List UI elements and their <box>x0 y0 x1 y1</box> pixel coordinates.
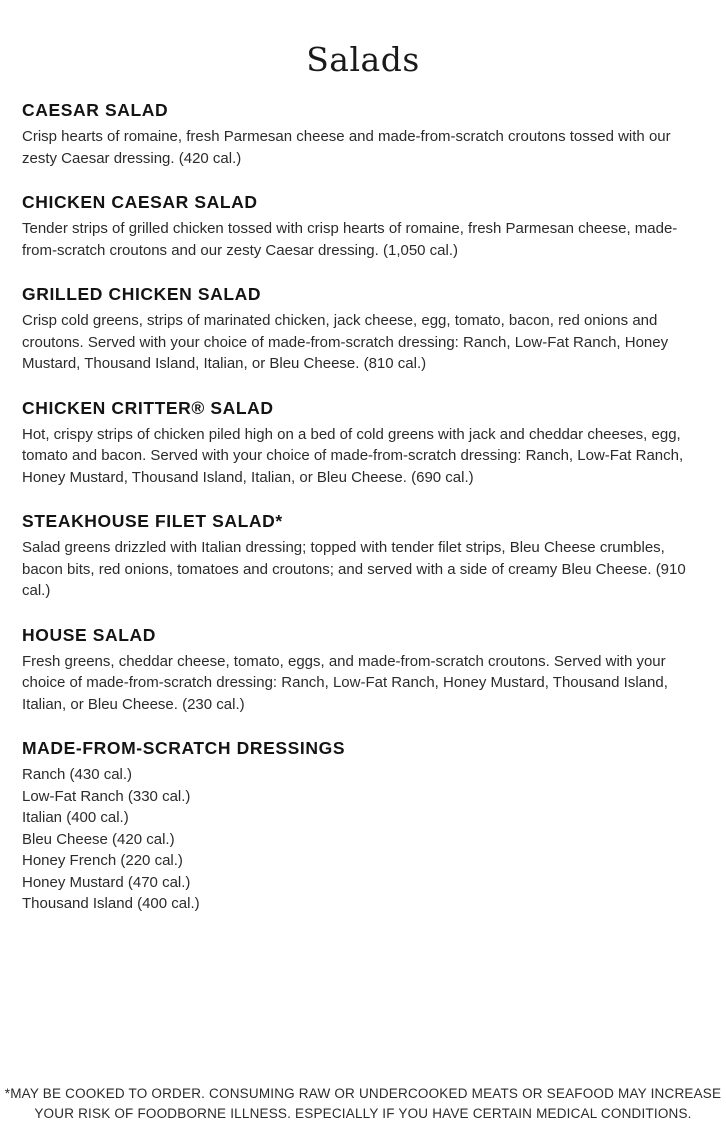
menu-item-chicken-critter-salad <box>22 398 702 489</box>
dressings-section <box>22 738 702 915</box>
menu-content <box>0 100 726 915</box>
menu-item-caesar-salad <box>22 100 702 169</box>
menu-item-steakhouse-filet-salad <box>22 511 702 602</box>
menu-item-description: Fresh greens, cheddar cheese, tomato, eggs, and made-from-scratch croutons. Served with your choice of made-from-scratch dressing: Ranch, Low-Fat Ranch, Honey Mustard, Thousand Island, Italian, or Bleu Cheese. (230 cal.) <box>22 652 668 713</box>
disclaimer-line: *MAY BE COOKED TO ORDER. CONSUMING RAW OR UNDERCOOKED MEATS OR SEAFOOD MAY INCREASE <box>4 1086 722 1101</box>
menu-item-description: Salad greens drizzled with Italian dressing; topped with tender filet strips, Bleu Cheese crumbles, bacon bits, red onions, tomatoes and croutons; and served with a side of creamy Bleu Cheese. (910 cal.) <box>22 539 686 599</box>
menu-item-heading: CHICKEN CAESAR SALAD <box>22 192 258 212</box>
menu-item-heading: CHICKEN CRITTER® SALAD <box>22 397 274 418</box>
dressing-item: Bleu Cheese (420 cal.) <box>22 830 175 848</box>
menu-item-chicken-caesar-salad <box>22 192 702 261</box>
menu-item-heading: GRILLED CHICKEN SALAD <box>22 284 262 304</box>
menu-item-heading: STEAKHOUSE FILET SALAD* <box>22 511 283 531</box>
page-title: Salads <box>306 40 420 79</box>
dressings-heading: MADE-FROM-SCRATCH DRESSINGS <box>22 738 346 758</box>
dressing-item: Thousand Island (400 cal.) <box>22 895 200 912</box>
menu-item-house-salad <box>22 625 702 716</box>
menu-item-heading: CAESAR SALAD <box>22 100 169 120</box>
dressing-item: Honey Mustard (470 cal.) <box>22 873 191 891</box>
dressing-item: Ranch (430 cal.) <box>22 766 133 783</box>
dressings-list <box>22 764 702 915</box>
dressing-item: Honey French (220 cal.) <box>22 852 183 869</box>
menu-item-description: Crisp hearts of romaine, fresh Parmesan cheese and made-from-scratch croutons tossed with our zesty Caesar dressing. (420 cal.) <box>22 128 671 167</box>
dressing-item: Italian (400 cal.) <box>22 809 129 826</box>
disclaimer-line: YOUR RISK OF FOODBORNE ILLNESS. ESPECIALLY IF YOU HAVE CERTAIN MEDICAL CONDITIONS. <box>34 1106 692 1121</box>
dressing-item: Low-Fat Ranch (330 cal.) <box>22 787 191 805</box>
menu-item-grilled-chicken-salad <box>22 284 702 375</box>
disclaimer-footer <box>0 1084 726 1124</box>
menu-item-description: Tender strips of grilled chicken tossed with crisp hearts of romaine, fresh Parmesan cheese, made-from-scratch croutons and our zesty Caesar dressing. (1,050 cal.) <box>22 220 678 259</box>
menu-item-description: Hot, crispy strips of chicken piled high on a bed of cold greens with jack and cheddar cheeses, egg, tomato and bacon. Served with your choice of made-from-scratch dressing: Ranch, Low-Fat Ranch, Honey Mustard, Thousand Island, Italian, or Bleu Cheese. (690 cal.) <box>22 425 684 486</box>
menu-item-heading: HOUSE SALAD <box>22 624 156 645</box>
menu-item-description: Crisp cold greens, strips of marinated chicken, jack cheese, egg, tomato, bacon, red onions and croutons. Served with your choice of made-from-scratch dressing: Ranch, Low-Fat Ranch, Honey Mustard, Thousand Island, Italian, or Bleu Cheese. (810 cal.) <box>22 312 669 372</box>
